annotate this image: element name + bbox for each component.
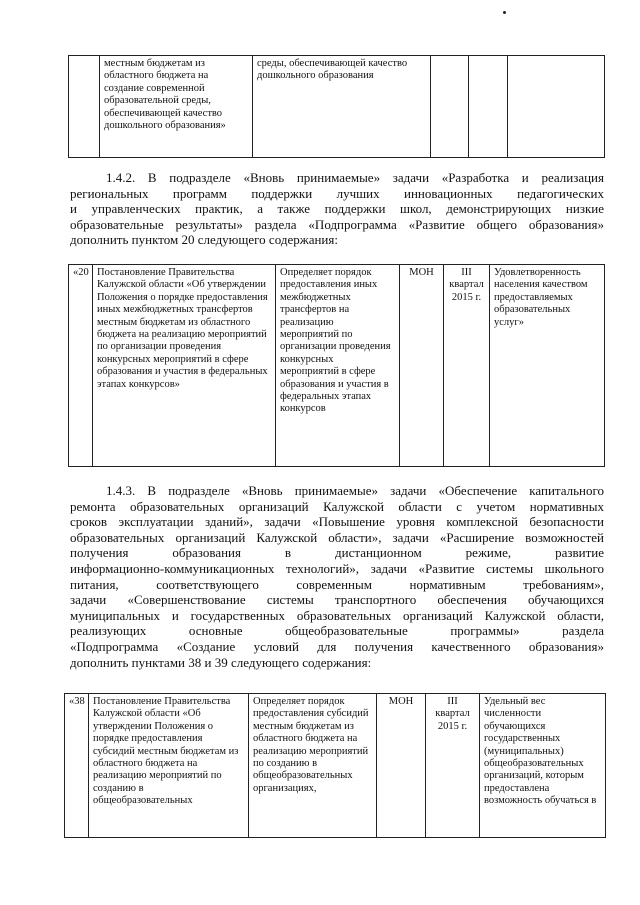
paragraph-line: реализующих основные общеобразовательные программы» раздела [70,623,604,639]
paragraph-1-4-2 [70,170,604,248]
table3-desc-cell: Определяет порядок предоставления субсидий местным бюджетам из областного бюджета на реализацию мероприятий по созданию в общеобразовательных организациях, [249,694,377,838]
paragraph-1-4-3 [70,483,604,670]
table2-desc-cell: Определяет порядок предоставления иных межбюджетных трансфертов на реализацию мероприятий по организации проведения конкурсных мероприятий в сфере образования и участия в федеральных этапах конкурсов [276,265,400,467]
scan-dot [503,11,506,14]
table-item-38 [64,693,606,838]
table1-org-cell [431,56,469,158]
table2-org-cell: МОН [400,265,444,467]
table1-desc-cell: среды, обеспечивающей качество дошкольного образования [253,56,431,158]
paragraph-line: образовательных организаций Калужской области», задачи «Расширение возможностей [70,529,604,545]
paragraph-line: ремонта образовательных организаций Калужской области с учетом нормативных [70,498,604,514]
table1-num-cell [69,56,100,158]
table2-name-cell: Постановление Правительства Калужской области «Об утверждении Положения о порядке предоставления иных межбюджетных трансфертов местным бюджетам из областного бюджета на реализацию мероприятий по организации проведения конкурсных мероприятий в сфере образования и участия в федеральных этапах конкурсов» [93,265,276,467]
table3-name-cell: Постановление Правительства Калужской области «Об утверждении Положения о порядке предоставления субсидий местным бюджетам из областного бюджета на реализацию мероприятий по созданию в общеобразовательных [89,694,249,838]
paragraph-line: «Подпрограмма «Создание условий для получения качественного образования» [70,638,604,654]
paragraph-line: задачи «Совершенствование системы транспортного обеспечения обучающихся [70,592,604,608]
table3-num-cell: «38 [65,694,89,838]
table1-result-cell [508,56,605,158]
paragraph-line: 1.4.2. В подразделе «Вновь принимаемые» задачи «Разработка и реализация [106,170,604,185]
paragraph-line: питания, соответствующего современным нормативным требованиям», [70,576,604,592]
paragraph-line: и управленческих практик, а также поддержки школ, демонстрирующих низкие [70,201,604,217]
table3-result-cell: Удельный вес численности обучающихся государственных (муниципальных) общеобразовательных организаций, которым предоставлена возможность обучаться в [480,694,606,838]
paragraph-line: муниципальных и государственных образовательных организаций Калужской области, [70,607,604,623]
paragraph-line: региональных программ поддержки лучших инновационных педагогических [70,185,604,201]
paragraph-line: дополнить пунктами 38 и 39 следующего содержания: [70,654,372,670]
paragraph-line: информационно-коммуникационных технологий», задачи «Развитие системы школьного [70,560,604,576]
table2-term-cell: III квартал 2015 г. [444,265,490,467]
paragraph-line: получения образования в дистанционном режиме, развитие [70,545,604,561]
paragraph-line: сроков эксплуатации зданий», задачи «Повышение уровня комплексной безопасности [70,514,604,530]
paragraph-line: 1.4.3. В подразделе «Вновь принимаемые» задачи «Обеспечение капитального [106,483,604,498]
paragraph-line: дополнить пунктом 20 следующего содержания: [70,232,338,248]
table2-result-cell: Удовлетворенность населения качеством предоставляемых образовательных услуг» [490,265,605,467]
table2-num-cell: «20 [69,265,93,467]
table1-name-cell: местным бюджетам из областного бюджета на создание современной образовательной среды, обеспечивающей качество дошкольного образования» [100,56,253,158]
table-item-20 [68,264,605,467]
table1-term-cell [469,56,508,158]
table3-org-cell: МОН [377,694,426,838]
table-continuation [68,55,605,158]
paragraph-line: образовательные результаты» раздела «Подпрограмма «Развитие общего образования» [70,216,604,232]
table3-term-cell: III квартал 2015 г. [426,694,480,838]
